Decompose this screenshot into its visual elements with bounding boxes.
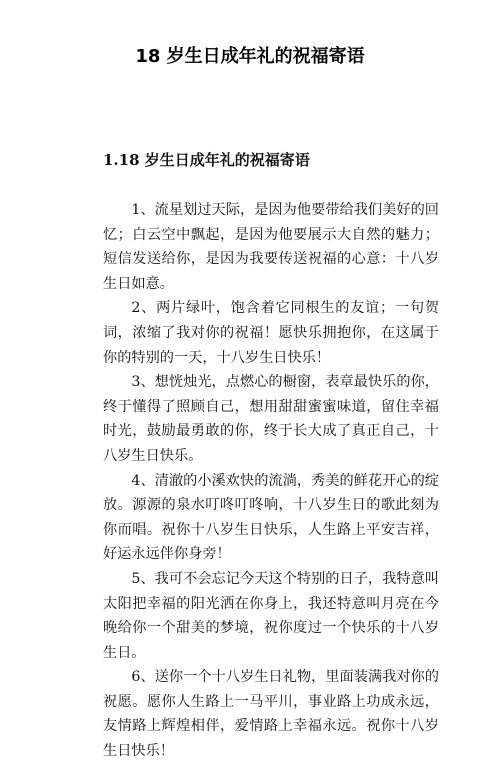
section-heading: 1.18 岁生日成年礼的祝福寄语: [103, 151, 310, 169]
paragraph-4: 4、清澈的小溪欢快的流淌，秀美的鲜花开心的绽放。源源的泉水叮咚叮咚响，十八岁生日的歌此刻为你而唱。祝你十八岁生日快乐，人生路上平安吉祥，好运永远伴你身旁！: [103, 472, 439, 563]
paragraph-5: 5、我可不会忘记今天这个特别的日子，我特意叫太阳把幸福的阳光洒在你身上，我还特意叫月亮在今晚给你一个甜美的梦境，祝你度过一个快乐的十八岁生日。: [103, 570, 439, 661]
paragraph-3: 3、想恍烛光，点燃心的橱窗，表章最快乐的你，终于懂得了照顾自己，想用甜甜蜜蜜味道，留住幸福时光，鼓励最勇敢的你，终于长大成了真正自己，十八岁生日快乐。: [103, 374, 439, 464]
paragraph-6: 6、送你一个十八岁生日礼物，里面装满我对你的祝愿。愿你人生路上一马平川，事业路上功成永远，友情路上辉煌相伴，爱情路上幸福永远。祝你十八岁生日快乐！: [103, 669, 439, 760]
paragraph-1: 1、流星划过天际，是因为他要带给我们美好的回忆；白云空中飘起，是因为他要展示大自然的魅力；短信发送给你，是因为我要传送祝福的心意：十八岁生日如意。: [103, 202, 439, 292]
document-title: 18 岁生日成年礼的祝福寄语: [135, 46, 365, 67]
document-body: [103, 198, 439, 764]
paragraph-2: 2、两片绿叶，饱含着它同根生的友谊；一句贺词，浓缩了我对你的祝福！愿快乐拥抱你，在这属于你的特别的一天，十八岁生日快乐！: [103, 300, 439, 366]
